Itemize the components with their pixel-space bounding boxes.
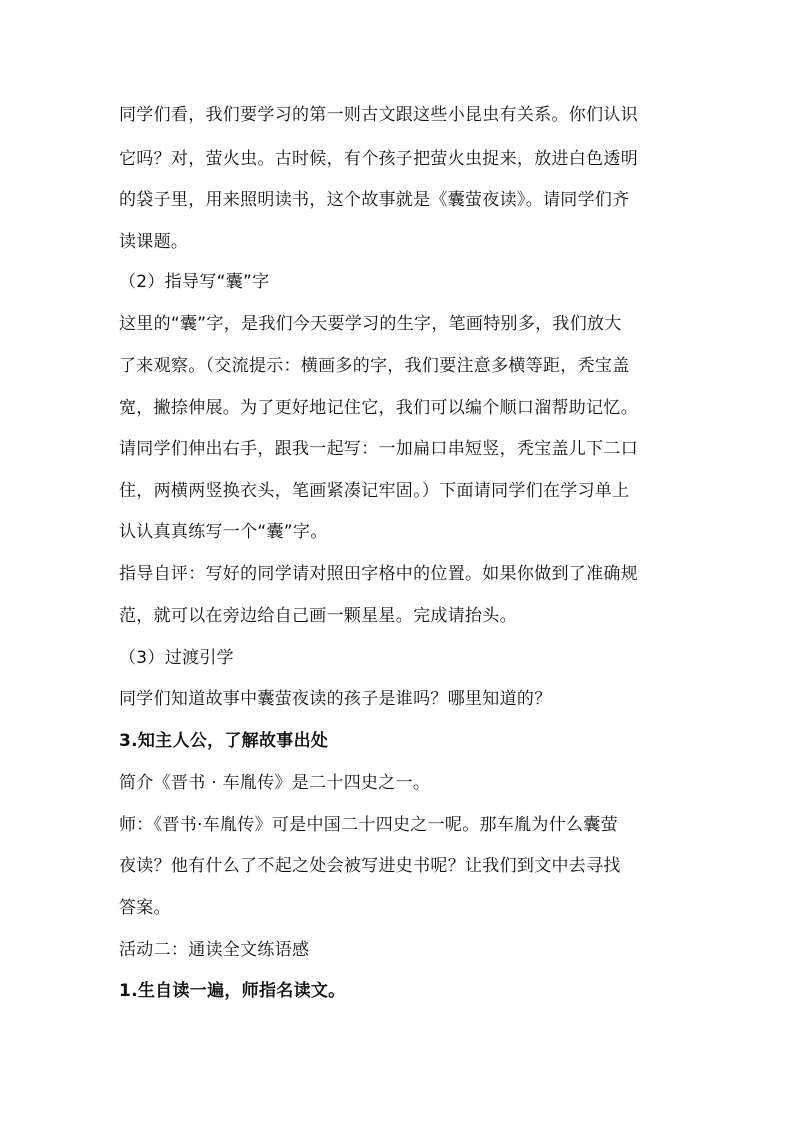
paragraph-line: 师：《晋书·车胤传》可是中国二十四史之一呢。那车胤为什么囊萤 — [119, 815, 618, 835]
section-heading: （3）过渡引学 — [119, 648, 234, 668]
paragraph-line: 它吗？对，萤火虫。古时候，有个孩子把萤火虫捉来，放进白色透明 — [119, 149, 638, 169]
paragraph-line: 读课题。 — [119, 232, 189, 252]
paragraph-line: 范，就可以在旁边给自己画一颗星星。完成请抬头。 — [119, 606, 517, 626]
paragraph-line: 这里的“囊”字，是我们今天要学习的生字，笔画特别多，我们放大 — [119, 314, 622, 334]
section-heading: （2）指导写“囊”字 — [119, 272, 270, 292]
paragraph-line: 了来观察。（交流提示：横画多的字，我们要注意多横等距，秃宝盖 — [119, 356, 630, 376]
paragraph-line: 的袋子里，用来照明读书，这个故事就是《囊萤夜读》。请同学们齐 — [119, 190, 630, 210]
paragraph-line: 住，两横两竖换衣头，笔画紧凑记牢固。）下面请同学们在学习单上 — [119, 481, 630, 501]
section-heading: 3.知主人公，了解故事出处 — [119, 731, 329, 751]
paragraph-line: 指导自评：写好的同学请对照田字格中的位置。如果你做到了准确规 — [119, 564, 638, 584]
paragraph-line: 同学们知道故事中囊萤夜读的孩子是谁吗？哪里知道的？ — [119, 689, 552, 709]
paragraph-line: 答案。 — [119, 898, 171, 918]
section-heading: 1.生自读一遍，师指名读文。 — [119, 981, 346, 1001]
paragraph-line: 简介《晋书 · 车胤传》是二十四史之一。 — [119, 773, 431, 793]
paragraph-line: 认认真真练写一个“囊”字。 — [119, 522, 328, 542]
paragraph-line: 请同学们伸出右手，跟我一起写：一加扁口串短竖，秃宝盖儿下二口 — [119, 439, 638, 459]
paragraph-line: 同学们看，我们要学习的第一则古文跟这些小昆虫有关系。你们认识 — [119, 105, 638, 125]
paragraph-line: 宽，撇捺伸展。为了更好地记住它，我们可以编个顺口溜帮助记忆。 — [119, 398, 638, 418]
activity-heading: 活动二：通读全文练语感 — [119, 940, 310, 960]
paragraph-line: 夜读？他有什么了不起之处会被写进史书呢？让我们到文中去寻找 — [119, 856, 621, 876]
